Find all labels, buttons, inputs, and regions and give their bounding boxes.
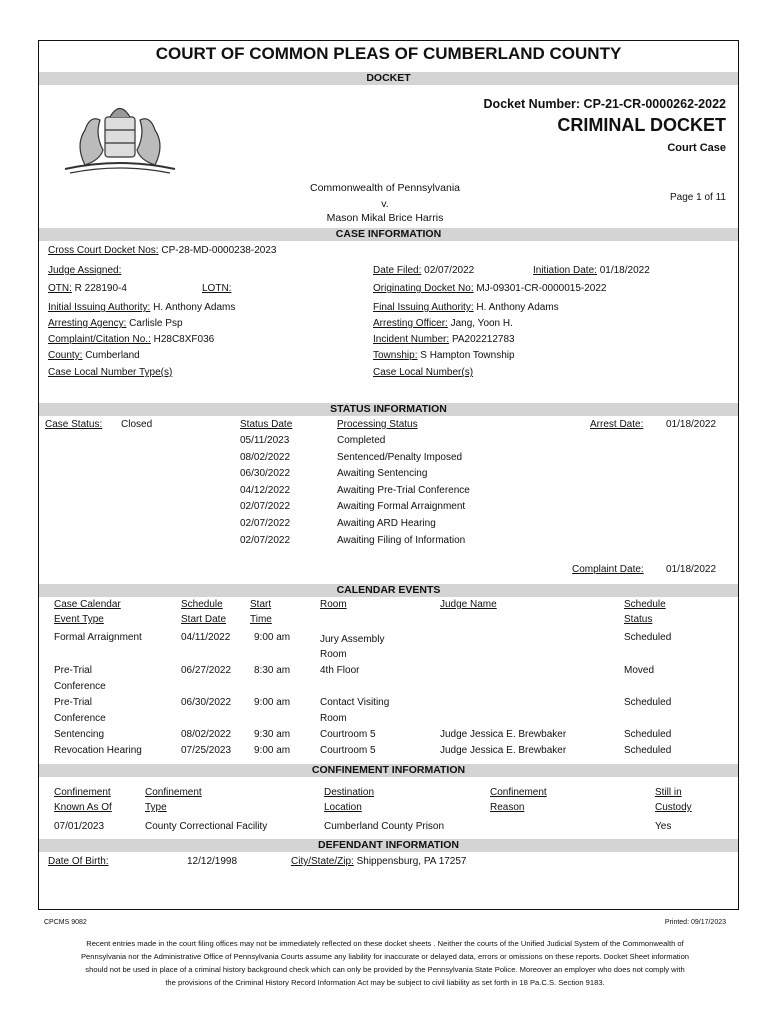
initiation-date-label: Initiation Date:	[533, 265, 597, 276]
cal-header-start-date: Start Date	[181, 614, 227, 625]
arresting-officer-label: Arresting Officer:	[373, 318, 448, 329]
arrest-date-value: 01/18/2022	[666, 419, 717, 430]
status-row-status: Awaiting ARD Hearing	[337, 518, 436, 529]
status-row-status: Awaiting Sentencing	[337, 468, 428, 479]
docket-band: DOCKET	[39, 72, 738, 85]
cal-event-room: Courtroom 5	[320, 745, 376, 756]
lotn-label: LOTN:	[202, 283, 232, 294]
form-number: CPCMS 9082	[44, 919, 87, 926]
conf-header-reason: Reason	[490, 802, 525, 813]
caption-versus: v.	[381, 198, 389, 210]
court-title: COURT OF COMMON PLEAS OF CUMBERLAND COUNTY	[155, 44, 622, 63]
cal-event-status: Scheduled	[624, 745, 672, 756]
docket-type: CRIMINAL DOCKET	[557, 115, 726, 135]
disclaimer-text: Recent entries made in the court filing offices may not be immediately reflected on these docket sheets . Neither the courts of the Unified Judicial System of the Commonwealth of Pennsylvania nor the Administrative Office of Pennsylvania Courts assume any liability for inaccurate or delayed data, errors or omissions on these reports. Docket Sheet information should not be used in place of a criminal history background check which can only be provided by the Pennsylvania State Police. Moreover an employer who does not comply with the provisions of the Criminal History Record Information Act may be subject to civil liability as set forth in 18 Pa.C.S. Section 9183.	[80, 939, 690, 987]
cal-event-type: Conference	[54, 681, 106, 692]
cal-event-judge: Judge Jessica E. Brewbaker	[440, 729, 567, 740]
county-label: County:	[48, 350, 83, 361]
status-row-date: 06/30/2022	[240, 468, 291, 479]
cal-event-room: Jury Assembly	[320, 634, 385, 645]
confinement-information-band: CONFINEMENT INFORMATION	[39, 764, 738, 777]
cross-docket-label: Cross Court Docket Nos:	[48, 245, 159, 256]
final-authority-value: H. Anthony Adams	[476, 302, 559, 313]
conf-header-location: Destination	[324, 787, 375, 798]
initiation-date-value: 01/18/2022	[599, 265, 650, 276]
cal-event-type: Pre-Trial	[54, 697, 92, 708]
township-value: S Hampton Township	[420, 350, 515, 361]
status-row-date: 02/07/2022	[240, 535, 291, 546]
caption-plaintiff: Commonwealth of Pennsylvania	[310, 182, 460, 194]
dob-value: 12/12/1998	[187, 856, 238, 867]
cal-event-room: Room	[320, 713, 347, 724]
pennsylvania-seal-icon	[55, 95, 185, 175]
cal-event-date: 06/30/2022	[181, 697, 232, 708]
page-number: Page 1 of 11	[670, 192, 726, 203]
status-row-date: 02/07/2022	[240, 518, 291, 529]
cal-event-date: 04/11/2022	[181, 632, 231, 643]
cal-event-room: Room	[320, 649, 347, 660]
cal-header-room: Room	[320, 599, 347, 610]
processing-status-header: Processing Status	[337, 419, 418, 430]
incident-number-label: Incident Number:	[373, 334, 450, 345]
cal-event-time: 9:00 am	[254, 632, 291, 643]
cal-event-time: 9:30 am	[254, 729, 291, 740]
date-filed-value: 02/07/2022	[424, 265, 475, 276]
cal-header-start-time: Time	[250, 614, 272, 625]
cal-event-status: Moved	[624, 665, 655, 676]
case-kind: Court Case	[667, 142, 726, 154]
case-status-label: Case Status:	[45, 419, 103, 430]
cal-event-room: Courtroom 5	[320, 729, 376, 740]
cal-event-judge: Judge Jessica E. Brewbaker	[440, 745, 567, 756]
conf-header-type: Type	[145, 802, 167, 813]
cal-event-time: 9:00 am	[254, 697, 291, 708]
calendar-events-band: CALENDAR EVENTS	[39, 584, 738, 597]
cal-header-start-date: Schedule	[181, 599, 223, 610]
cal-event-date: 06/27/2022	[181, 665, 232, 676]
conf-header-type: Confinement	[145, 787, 202, 798]
cal-event-type: Sentencing	[54, 729, 105, 740]
cal-header-judge: Judge Name	[440, 599, 497, 610]
otn-value: R 228190-4	[74, 283, 127, 294]
cal-event-status: Scheduled	[624, 632, 672, 643]
cal-event-time: 9:00 am	[254, 745, 291, 756]
complaint-date-value: 01/18/2022	[666, 564, 717, 575]
cal-event-type: Conference	[54, 713, 106, 724]
status-row-date: 08/02/2022	[240, 452, 291, 463]
conf-header-custody: Still in	[655, 787, 682, 798]
status-date-header: Status Date	[240, 419, 293, 430]
conf-type-value: County Correctional Facility	[145, 821, 268, 832]
date-filed-label: Date Filed:	[373, 265, 422, 276]
status-row-status: Awaiting Filing of Information	[337, 535, 466, 546]
complaint-number-label: Complaint/Citation No.:	[48, 334, 151, 345]
conf-header-custody: Custody	[655, 802, 692, 813]
case-local-number-label: Case Local Number(s)	[373, 367, 474, 378]
cal-event-room: Contact Visiting	[320, 697, 390, 708]
docket-number: Docket Number: CP-21-CR-0000262-2022	[483, 97, 726, 111]
conf-header-known: Known As Of	[54, 802, 112, 813]
status-row-status: Completed	[337, 435, 386, 446]
arresting-officer-value: Jang, Yoon H.	[450, 318, 513, 329]
cal-event-room: 4th Floor	[320, 665, 360, 676]
status-row-status: Awaiting Formal Arraignment	[337, 501, 466, 512]
cal-header-start-time: Start	[250, 599, 272, 610]
cross-docket-value: CP-28-MD-0000238-2023	[161, 245, 277, 256]
city-state-zip-label: City/State/Zip:	[291, 856, 354, 867]
county-value: Cumberland	[85, 350, 140, 361]
conf-known-value: 07/01/2023	[54, 821, 105, 832]
arresting-agency-label: Arresting Agency:	[48, 318, 127, 329]
complaint-date-label: Complaint Date:	[572, 564, 644, 575]
cal-event-type: Revocation Hearing	[54, 745, 142, 756]
cal-event-type: Pre-Trial	[54, 665, 92, 676]
status-row-date: 02/07/2022	[240, 501, 291, 512]
incident-number-value: PA202212783	[451, 334, 515, 345]
otn-label: OTN:	[48, 283, 72, 294]
originating-docket-value: MJ-09301-CR-0000015-2022	[476, 283, 607, 294]
case-status-value: Closed	[121, 419, 153, 430]
township-label: Township:	[373, 350, 418, 361]
cal-header-status: Status	[624, 614, 653, 625]
cal-event-date: 07/25/2023	[181, 745, 232, 756]
originating-docket-label: Originating Docket No:	[373, 283, 474, 294]
arrest-date-label: Arrest Date:	[590, 419, 644, 430]
cal-event-status: Scheduled	[624, 729, 672, 740]
cal-header-status: Schedule	[624, 599, 666, 610]
status-row-status: Sentenced/Penalty Imposed	[337, 452, 463, 463]
initial-authority-value: H. Anthony Adams	[153, 302, 236, 313]
arresting-agency-value: Carlisle Psp	[129, 318, 183, 329]
cal-event-date: 08/02/2022	[181, 729, 232, 740]
cal-header-type: Case Calendar	[54, 599, 121, 610]
cal-header-type: Event Type	[54, 614, 104, 625]
city-state-zip-value: Shippensburg, PA 17257	[356, 856, 467, 867]
defendant-information-band: DEFENDANT INFORMATION	[39, 839, 738, 852]
final-authority-label: Final Issuing Authority:	[373, 302, 474, 313]
conf-location-value: Cumberland County Prison	[324, 821, 445, 832]
caption-defendant: Mason Mikal Brice Harris	[326, 212, 444, 224]
cal-event-type: Formal Arraignment	[54, 632, 142, 643]
cal-event-status: Scheduled	[624, 697, 672, 708]
conf-header-location: Location	[324, 802, 362, 813]
conf-custody-value: Yes	[655, 821, 672, 832]
case-local-type-label: Case Local Number Type(s)	[48, 367, 173, 378]
dob-label: Date Of Birth:	[48, 856, 109, 867]
status-information-band: STATUS INFORMATION	[39, 403, 738, 416]
conf-header-known: Confinement	[54, 787, 111, 798]
status-row-date: 05/11/2023	[240, 435, 290, 446]
printed-date: Printed: 09/17/2023	[664, 919, 726, 926]
status-row-date: 04/12/2022	[240, 485, 291, 496]
complaint-number-value: H28C8XF036	[153, 334, 215, 345]
status-row-status: Awaiting Pre-Trial Conference	[337, 485, 470, 496]
conf-header-reason: Confinement	[490, 787, 547, 798]
case-information-band: CASE INFORMATION	[39, 228, 738, 241]
initial-authority-label: Initial Issuing Authority:	[48, 302, 151, 313]
judge-assigned-label: Judge Assigned:	[48, 265, 122, 276]
cal-event-time: 8:30 am	[254, 665, 291, 676]
